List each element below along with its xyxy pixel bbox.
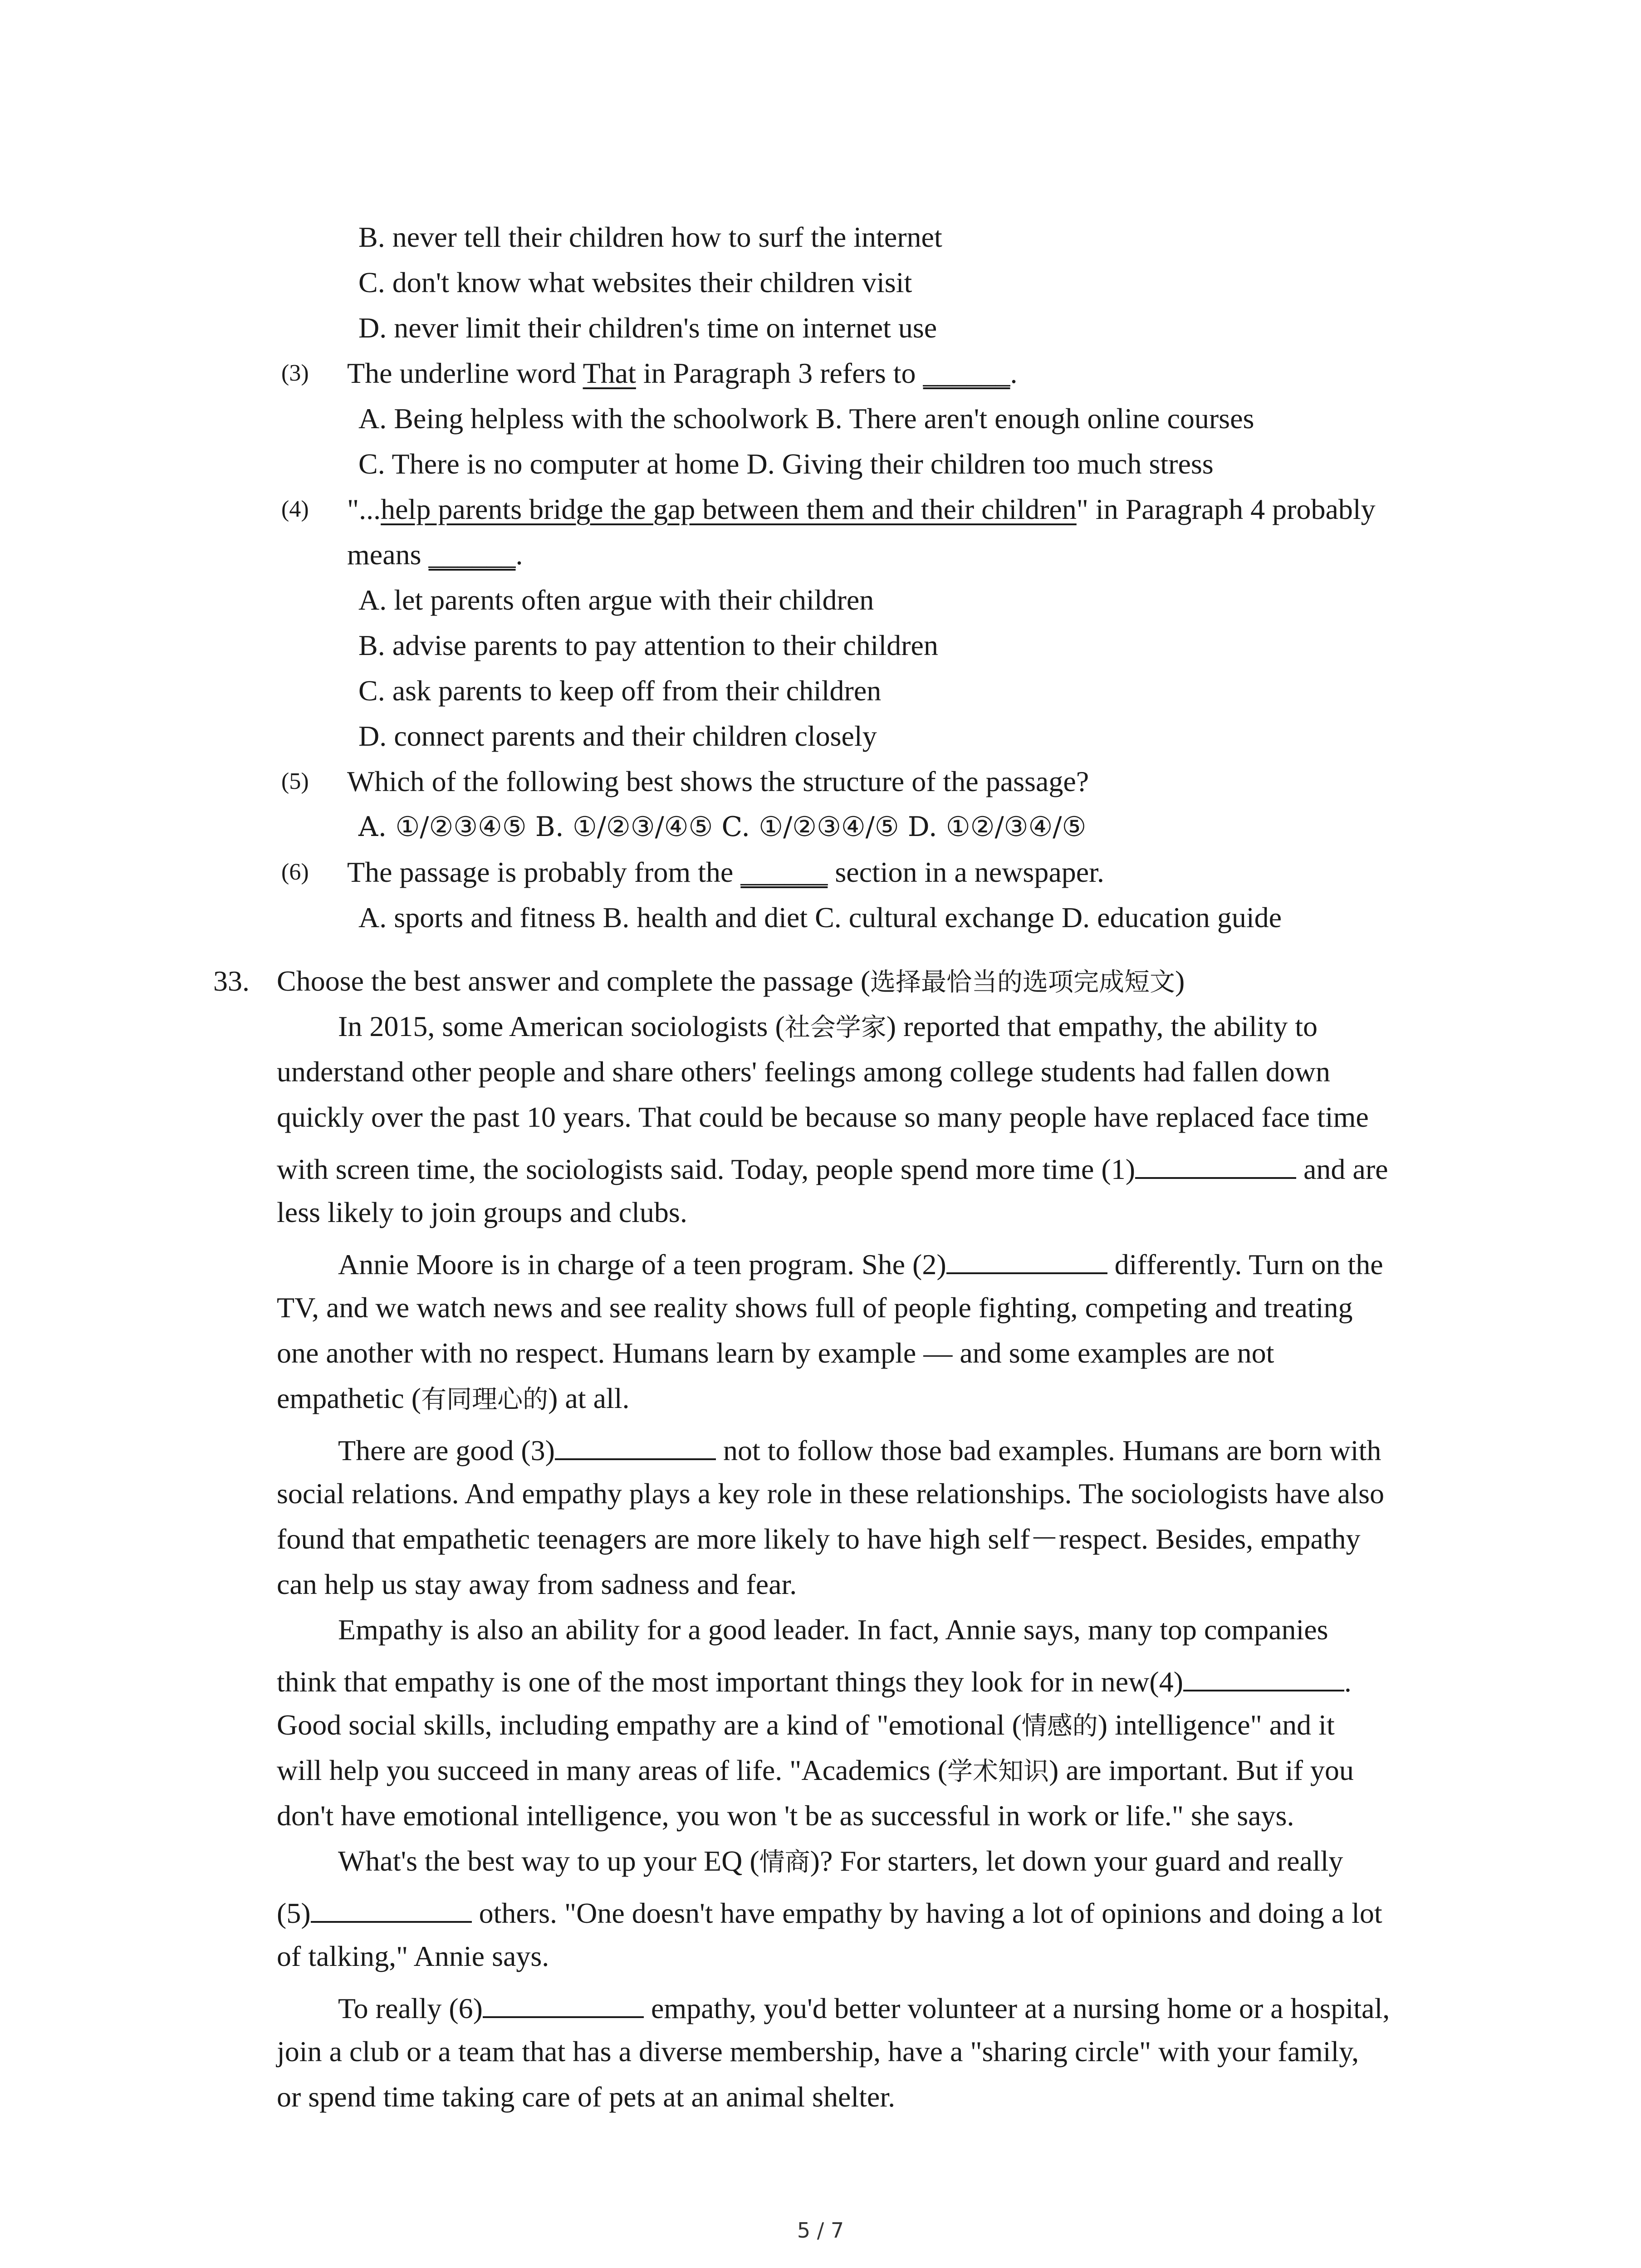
- passage-p4-line5: don't have emotional intelligence, you won 't be as successful in work or life." she says.: [277, 1799, 1294, 1832]
- q5-number: (5): [281, 768, 309, 794]
- passage-p2-line1: Annie Moore is in charge of a teen program. She (2) differently. Turn on the: [338, 1244, 1383, 1283]
- underlined-phrase: help parents bridge the gap between them and their children: [381, 493, 1077, 525]
- passage-p1-line1: In 2015, some American sociologists (社会学家) reported that empathy, the ability to: [338, 1010, 1318, 1042]
- passage-p6-line3: or spend time taking care of pets at an animal shelter.: [277, 2081, 896, 2113]
- passage-p2-line2: TV, and we watch news and see reality shows full of people fighting, competing and treating: [277, 1291, 1353, 1324]
- passage-p1-line2: understand other people and share others' feelings among college students had fallen down: [277, 1056, 1330, 1088]
- q6-options: A. sports and fitness B. health and diet C. cultural exchange D. education guide: [358, 901, 1282, 934]
- passage-p5-line2: (5) others. "One doesn't have empathy by having a lot of opinions and doing a lot: [277, 1893, 1382, 1931]
- page-number: 5 / 7: [797, 2218, 844, 2243]
- q4-question-cont: means ______.: [347, 538, 523, 571]
- q3-options-cd: C. There is no computer at home D. Giving their children too much stress: [358, 448, 1214, 480]
- passage-p4-line2: think that empathy is one of the most important things they look for in new(4) .: [277, 1662, 1352, 1700]
- q5-options: A. ①/②③④⑤ B. ①/②③/④⑤ C. ①/②③④/⑤ D. ①②/③④/⑤: [358, 811, 1087, 843]
- passage-p3-line4: can help us stay away from sadness and fear.: [277, 1568, 797, 1600]
- q33-number: 33.: [213, 965, 250, 997]
- answer-blank: ______: [923, 357, 1010, 389]
- q33-title: Choose the best answer and complete the passage (选择最恰当的选项完成短文): [277, 965, 1185, 997]
- blank-4: [1183, 1662, 1344, 1691]
- q4-question: "...help parents bridge the gap between them and their children" in Paragraph 4 probably: [347, 493, 1376, 525]
- q3-question: The underline word That in Paragraph 3 refers to ______.: [347, 357, 1018, 389]
- q3-options-ab: A. Being helpless with the schoolwork B. There aren't enough online courses: [358, 402, 1254, 435]
- passage-p4-line1: Empathy is also an ability for a good leader. In fact, Annie says, many top companies: [338, 1613, 1328, 1646]
- q2-option-b: B. never tell their children how to surf the internet: [358, 221, 942, 253]
- q4-number: (4): [281, 496, 309, 522]
- blank-2: [946, 1244, 1107, 1274]
- passage-p5-line3: of talking," Annie says.: [277, 1940, 549, 1972]
- passage-p3-line2: social relations. And empathy plays a key role in these relationships. The sociologists have also: [277, 1477, 1384, 1510]
- passage-p4-line4: will help you succeed in many areas of life. "Academics (学术知识) are important. But if you: [277, 1754, 1354, 1786]
- passage-p3-line1: There are good (3) not to follow those bad examples. Humans are born with: [338, 1430, 1381, 1469]
- q4-option-d: D. connect parents and their children closely: [358, 720, 877, 752]
- passage-p1-line3: quickly over the past 10 years. That could be because so many people have replaced face time: [277, 1101, 1369, 1133]
- blank-5: [311, 1893, 472, 1923]
- q2-option-d: D. never limit their children's time on internet use: [358, 312, 937, 344]
- q4-option-b: B. advise parents to pay attention to their children: [358, 629, 938, 661]
- q3-number: (3): [281, 360, 309, 386]
- passage-p6-line1: To really (6) empathy, you'd better volunteer at a nursing home or a hospital,: [338, 1988, 1390, 2027]
- passage-p1-line4: with screen time, the sociologists said. Today, people spend more time (1) and are: [277, 1149, 1388, 1188]
- passage-p2-line4: empathetic (有同理心的) at all.: [277, 1382, 630, 1414]
- q6-question: The passage is probably from the ______ section in a newspaper.: [347, 856, 1104, 888]
- underlined-word: That: [583, 357, 636, 389]
- passage-p6-line2: join a club or a team that has a diverse membership, have a "sharing circle" with your family,: [277, 2035, 1359, 2068]
- passage-p2-line3: one another with no respect. Humans learn by example — and some examples are not: [277, 1337, 1274, 1369]
- q6-number: (6): [281, 859, 309, 885]
- answer-blank: ______: [740, 856, 828, 888]
- passage-p1-line5: less likely to join groups and clubs.: [277, 1196, 687, 1228]
- blank-1: [1135, 1149, 1296, 1179]
- answer-blank: ______: [428, 538, 516, 571]
- q5-question: Which of the following best shows the structure of the passage?: [347, 765, 1089, 797]
- q4-option-a: A. let parents often argue with their children: [358, 584, 874, 616]
- passage-p4-line3: Good social skills, including empathy are a kind of "emotional (情感的) intelligence" and it: [277, 1709, 1335, 1741]
- q4-option-c: C. ask parents to keep off from their children: [358, 675, 882, 707]
- blank-3: [555, 1430, 716, 1460]
- passage-p5-line1: What's the best way to up your EQ (情商)? For starters, let down your guard and really: [338, 1845, 1343, 1877]
- blank-6: [483, 1988, 644, 2018]
- passage-p3-line3: found that empathetic teenagers are more likely to have high self－respect. Besides, empathy: [277, 1523, 1361, 1555]
- q2-option-c: C. don't know what websites their children visit: [358, 266, 912, 298]
